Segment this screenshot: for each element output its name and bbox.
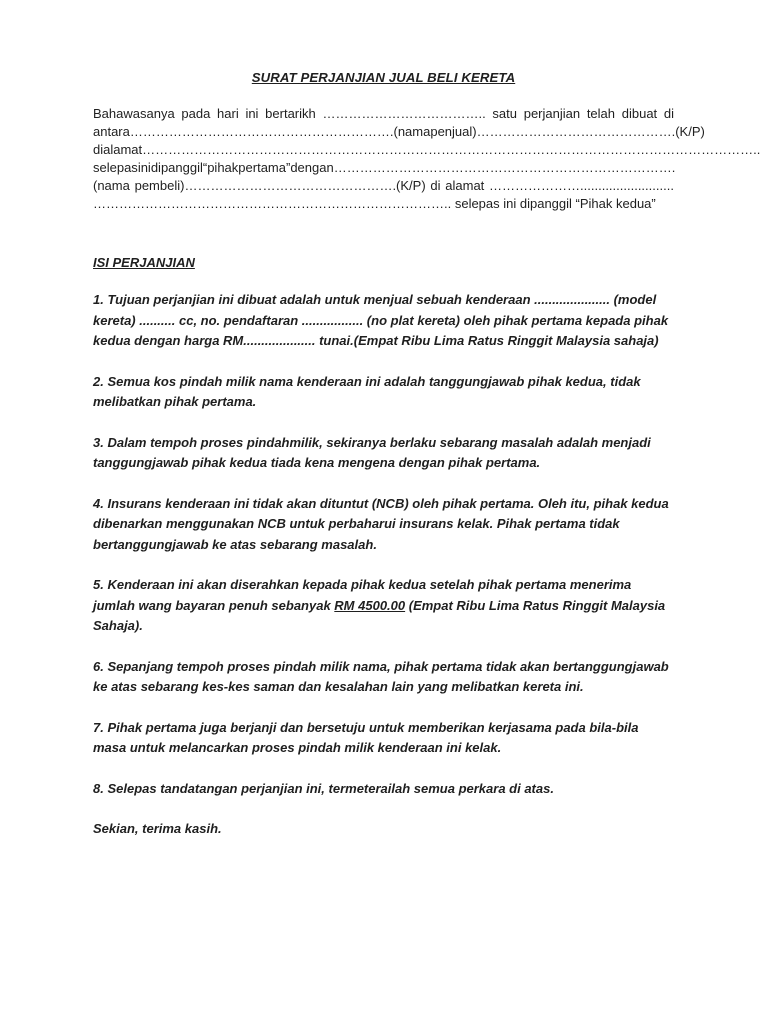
intro-word: (nama	[93, 178, 130, 193]
clause-6: 6. Sepanjang tempoh proses pindah milik nama, pihak pertama tidak akan bertanggungjawab ke atas sebarang kes-kes saman dan kesalahan lain yang melibatkan kereta ini.	[93, 658, 669, 694]
intro-word: satu	[492, 106, 517, 121]
intro-line	[93, 195, 674, 213]
intro-word: …………………..........................	[489, 178, 674, 193]
intro-word: di	[663, 106, 674, 121]
intro-word: perjanjian	[523, 106, 581, 121]
intro-word: alamat	[103, 142, 143, 157]
intro-line	[93, 123, 705, 141]
intro-word: …………………………………………………….(nama	[129, 124, 431, 139]
intro-word: pembeli)………………………………………….(K/P)	[134, 178, 426, 193]
intro-word: di	[93, 142, 104, 157]
intro-word: di	[430, 178, 441, 193]
intro-word: antara	[93, 124, 130, 139]
clause-7: 7. Pihak pertama juga berjanji dan bersetuju untuk memberikan kerjasama pada bila-bila masa untuk melancarkan proses pindah milik kenderaan ini kelak.	[93, 719, 639, 755]
document-title: SURAT PERJANJIAN JUAL BELI KERETA	[251, 70, 516, 85]
intro-word: dengan	[290, 160, 334, 175]
intro-line	[93, 141, 761, 159]
intro-word: ……………………………………….(K/P)	[476, 124, 705, 139]
intro-word: ini	[245, 106, 259, 121]
clause-3: 3. Dalam tempoh proses pindahmilik, sekiranya berlaku sebarang masalah adalah menjadi tanggungjawab pihak kedua tiada kena mengena dengan pihak pertama.	[93, 434, 651, 470]
section-title: ISI PERJANJIAN	[93, 255, 195, 270]
intro-line	[93, 105, 674, 123]
clause-1: 1. Tujuan perjanjian ini dibuat adalah untuk menjual sebuah kenderaan ..................... (model kereta) .......... cc, no. pendaftaran ................. (no plat kereta) oleh pihak pertama kepada pihak kedua dengan harga RM.................... tunai.(Empat Ribu Lima Ratus Ringgit Malaysia sahaja)	[93, 292, 669, 348]
closing-line: Sekian, terima kasih.	[93, 821, 222, 836]
intro-word: ……………………………………………………………………………………………………………………………..	[142, 142, 761, 157]
clause-5	[93, 575, 674, 637]
clause-2: 2. Semua kos pindah milik nama kenderaan ini adalah tanggungjawab pihak kedua, tidak melibatkan pihak pertama.	[93, 373, 641, 409]
intro-word: ini	[137, 160, 151, 175]
intro-word: …………………………………………………………………….	[333, 160, 676, 175]
intro-word: alamat	[445, 178, 485, 193]
intro-line	[93, 177, 674, 195]
clause-4: 4. Insurans kenderaan ini tidak akan dituntut (NCB) oleh pihak pertama. Oleh itu, pihak kedua dibenarkan menggunakan NCB untuk perbaharui insurans kelak. Pihak pertama tidak bertanggungjawab ke atas sebarang masalah.	[93, 495, 669, 552]
intro-word: hari	[217, 106, 239, 121]
clause-5-text: 5. Kenderaan ini akan diserahkan kepada pihak kedua setelah pihak pertama menerima jumlah wang bayaran penuh sebanyak	[93, 577, 632, 613]
clause-8: 8. Selepas tandatangan perjanjian ini, termeterailah semua perkara di atas.	[93, 780, 554, 796]
clause-5-text-end: (Empat Ribu Lima Ratus Ringgit Malaysia Sahaja).	[93, 597, 666, 633]
intro-word: bertarikh	[265, 106, 316, 121]
intro-word: ………………………………..	[322, 106, 486, 121]
intro-word: telah	[586, 106, 616, 121]
intro-word: dibuat	[621, 106, 658, 121]
intro-word: “pihak	[202, 160, 239, 175]
intro-word: dipanggil	[150, 160, 203, 175]
intro-word: ……………………………………………………………………….. selepas ini dipanggil “Pihak kedua”	[93, 196, 656, 211]
intro-word: pada	[181, 106, 211, 121]
intro-word: selepas	[93, 160, 138, 175]
intro-word: Bahawasanya	[93, 106, 175, 121]
intro-line	[93, 159, 674, 177]
intro-paragraph	[93, 105, 761, 213]
payment-amount: RM 4500.00	[334, 597, 406, 613]
intro-word: penjual)	[430, 124, 477, 139]
intro-word: pertama”	[238, 160, 291, 175]
